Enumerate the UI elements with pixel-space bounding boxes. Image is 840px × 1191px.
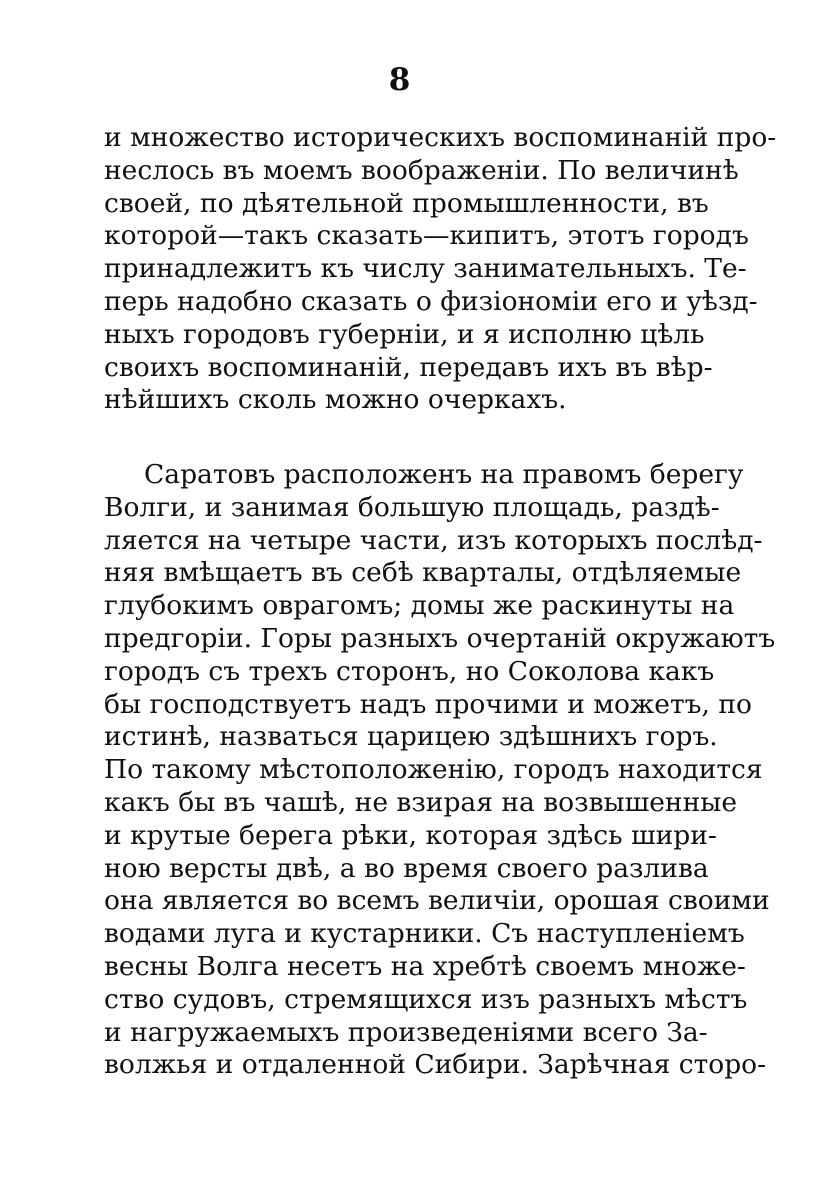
text-line: ляется на четыре части, изъ которыхъ послѣд- [104,524,763,556]
text-line: и крутые берега рѣки, которая здѣсь шири- [104,819,717,851]
paragraph-1 [104,122,777,417]
text-line: ство судовъ, стремящихся изъ разныхъ мѣстъ [104,983,748,1015]
text-line: истинѣ, назваться царицею здѣшнихъ горъ. [104,721,718,753]
text-line: предгоріи. Горы разныхъ очертаній окружаютъ [104,622,776,654]
text-line: которой—такъ сказать—кипитъ, этотъ городъ [104,220,749,252]
text-line: какъ бы въ чашѣ, не взирая на возвышенные [104,786,738,818]
text-line: глубокимъ оврагомъ; домы же раскинуты на [104,590,735,622]
text-line: принадлежитъ къ числу занимательныхъ. Те- [104,253,747,285]
text-line: своихъ воспоминаній, передавъ ихъ въ вѣр- [104,351,713,383]
text-line: водами луга и кустарники. Съ наступленіемъ [104,918,745,950]
text-line: весны Волга несетъ на хребтѣ своемъ множе- [104,950,746,982]
text-line: волжья и отдаленной Сибири. Зарѣчная сторо- [104,1049,767,1081]
text-line: и нагружаемыхъ произведеніями всего За- [104,1016,708,1048]
text-line: ною версты двѣ, а во время своего разлива [104,852,709,884]
text-line: городъ съ трехъ сторонъ, но Соколова какъ [104,655,715,687]
text-line: бы господствуетъ надъ прочими и можетъ, по [104,688,752,720]
text-line: няя вмѣщаетъ въ себѣ кварталы, отдѣляемые [104,557,742,589]
text-line: Волги, и занимая большую площадь, раздѣ- [104,491,720,523]
text-line: Саратовъ расположенъ на правомъ берегу [144,459,744,490]
paragraph-2 [104,459,776,1082]
text-line: По такому мѣстоположенію, городъ находится [104,754,763,786]
text-line: перь надобно сказать о физіономіи его и уѣзд- [104,285,758,317]
page-number: 8 [388,62,412,98]
text-line: ныхъ городовъ губерніи, и я исполню цѣль [104,318,705,350]
text-line: неслось въ моемъ воображеніи. По величинѣ [104,154,739,186]
text-line: нѣйшихъ сколь можно очеркахъ. [104,384,567,416]
text-line: и множество историческихъ воспоминаній про- [104,122,777,153]
text-line: она является во всемъ величіи, орошая своими [104,885,770,917]
text-line: своей, по дѣятельной промышленности, въ [104,187,709,219]
